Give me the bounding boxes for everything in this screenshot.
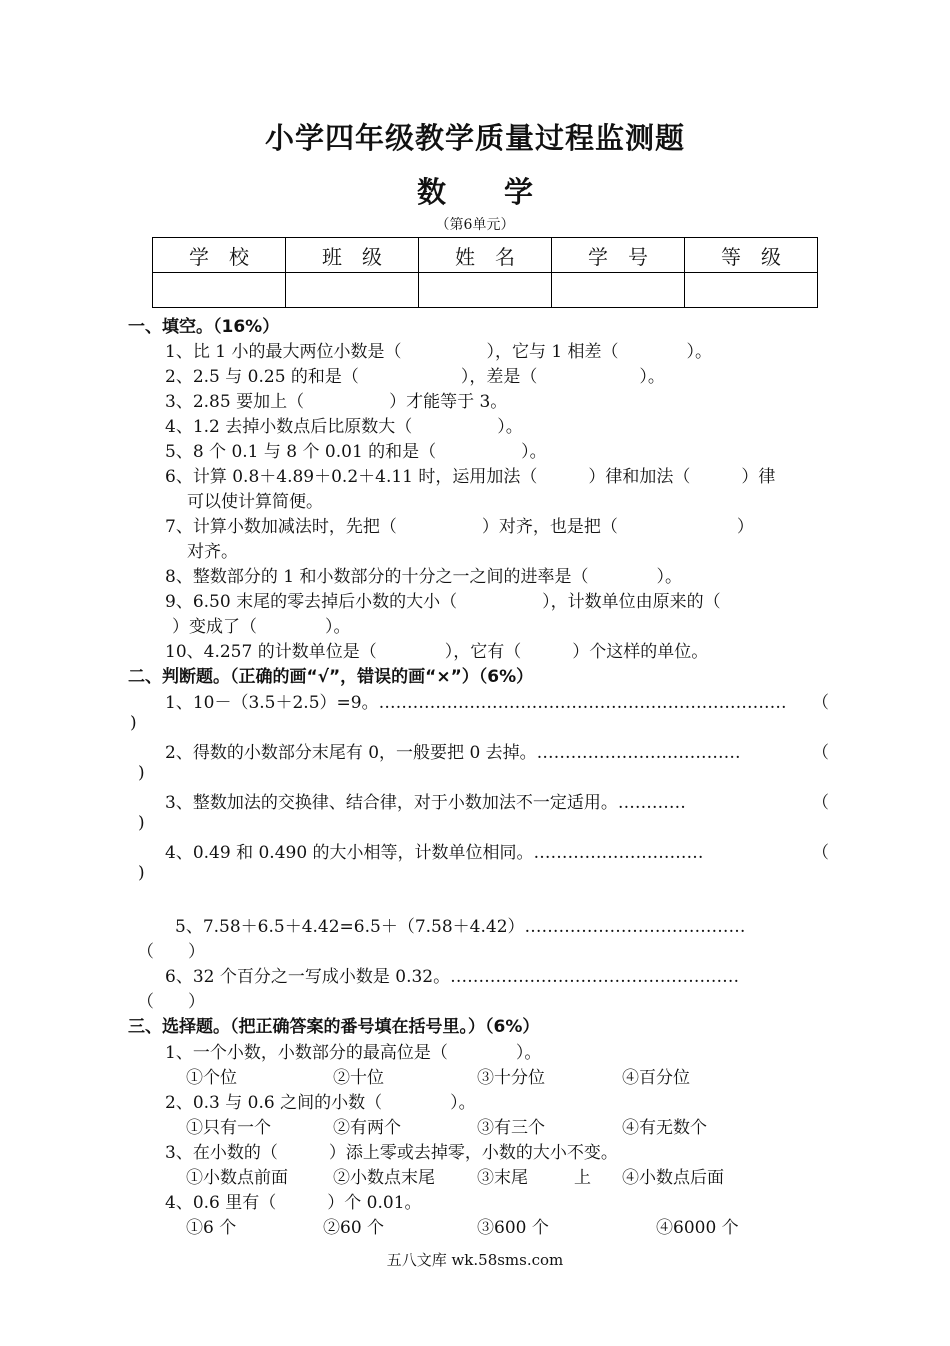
judge-question-4: 4、0.49 和 0.490 的大小相等，计数单位相同。………………………… — [165, 843, 704, 863]
judge-answer-close-1: ) — [130, 713, 137, 733]
judge-question-3: 3、整数加法的交换律、结合律，对于小数加法不一定适用。………… — [165, 793, 686, 813]
subject-title: 数 学 — [416, 175, 533, 209]
info-name-field[interactable] — [419, 273, 552, 308]
fill-question-9: 9、6.50 末尾的零去掉后小数的大小（ ），计数单位由原来的（ — [165, 592, 721, 612]
choice-1-option-d[interactable]: ④百分位 — [622, 1068, 690, 1088]
choice-2-option-d[interactable]: ④有无数个 — [622, 1118, 707, 1138]
choice-4-option-a[interactable]: ①6 个 — [186, 1218, 237, 1238]
judge-answer-open-2[interactable]: （ — [812, 743, 829, 763]
info-header-name: 姓 名 — [419, 238, 552, 273]
judge-question-5: 5、7.58＋6.5＋4.42=6.5＋（7.58＋4.42）………………………………… — [175, 917, 746, 937]
info-input-row — [153, 273, 818, 308]
unit-label: （第6单元） — [435, 217, 515, 233]
judge-answer-close-3: ) — [138, 813, 145, 833]
info-header-grade: 等 级 — [685, 238, 818, 273]
judge-question-2: 2、得数的小数部分末尾有 0，一般要把 0 去掉。……………………………… — [165, 743, 741, 763]
fill-question-5: 5、8 个 0.1 与 8 个 0.01 的和是（ ）。 — [165, 442, 547, 462]
choice-question-1: 1、一个小数，小数部分的最高位是（ ）。 — [165, 1043, 542, 1063]
choice-4-option-d[interactable]: ④6000 个 — [656, 1218, 739, 1238]
info-number-field[interactable] — [552, 273, 685, 308]
choice-2-option-c[interactable]: ③有三个 — [477, 1118, 545, 1138]
info-grade-field[interactable] — [685, 273, 818, 308]
fill-question-8: 8、整数部分的 1 和小数部分的十分之一之间的进率是（ ）。 — [165, 567, 682, 587]
fill-question-3: 3、2.85 要加上（ ）才能等于 3。 — [165, 392, 508, 412]
judge-answer-6[interactable]: （ ） — [137, 992, 205, 1012]
fill-question-6-cont: 可以使计算简便。 — [187, 492, 323, 512]
choice-question-2: 2、0.3 与 0.6 之间的小数（ ）。 — [165, 1093, 476, 1113]
fill-question-10: 10、4.257 的计数单位是（ ），它有（ ）个这样的单位。 — [165, 642, 709, 662]
choice-1-option-a[interactable]: ①个位 — [186, 1068, 237, 1088]
choice-1-option-c[interactable]: ③十分位 — [477, 1068, 545, 1088]
footer-watermark: 五八文库 wk.58sms.com — [386, 1251, 564, 1269]
choice-2-option-b[interactable]: ②有两个 — [333, 1118, 401, 1138]
info-header-school: 学 校 — [153, 238, 286, 273]
info-class-field[interactable] — [286, 273, 419, 308]
judge-answer-close-4: ) — [138, 863, 145, 883]
choice-2-option-a[interactable]: ①只有一个 — [186, 1118, 271, 1138]
section2-heading: 二、判断题。（正确的画“√”，错误的画“×”）（6%） — [128, 667, 534, 687]
choice-question-4: 4、0.6 里有（ ）个 0.01。 — [165, 1193, 422, 1213]
judge-answer-open-3[interactable]: （ — [812, 793, 829, 813]
exam-title: 小学四年级教学质量过程监测题 — [264, 121, 685, 155]
judge-answer-5[interactable]: （ ） — [137, 942, 205, 962]
section3-heading: 三、选择题。（把正确答案的番号填在括号里。）（6%） — [128, 1017, 540, 1037]
fill-question-7: 7、计算小数加减法时，先把（ ）对齐，也是把（ ） — [165, 517, 754, 537]
choice-1-option-b[interactable]: ②十位 — [333, 1068, 384, 1088]
info-header-row — [153, 238, 818, 273]
judge-answer-close-2: ) — [138, 763, 145, 783]
choice-3-option-c[interactable]: ③末尾 — [477, 1168, 528, 1188]
choice-3-option-a[interactable]: ①小数点前面 — [186, 1168, 288, 1188]
info-school-field[interactable] — [153, 273, 286, 308]
info-header-class: 班 级 — [286, 238, 419, 273]
fill-question-2: 2、2.5 与 0.25 的和是（ ），差是（ ）。 — [165, 367, 665, 387]
judge-answer-open-4[interactable]: （ — [812, 843, 829, 863]
fill-question-9-cont: ）变成了（ ）。 — [172, 617, 351, 637]
fill-question-6: 6、计算 0.8＋4.89＋0.2＋4.11 时，运用加法（ ）律和加法（ ）律 — [165, 467, 776, 487]
choice-question-3: 3、在小数的（ ）添上零或去掉零，小数的大小不变。 — [165, 1143, 618, 1163]
judge-question-1: 1、10－（3.5＋2.5）=9。……………………………………………………………… — [165, 693, 787, 713]
section1-heading: 一、填空。（16%） — [128, 317, 280, 337]
judge-answer-open-1[interactable]: （ — [812, 693, 829, 713]
choice-3-stray-text: 上 — [574, 1168, 591, 1188]
fill-question-7-cont: 对齐。 — [187, 542, 238, 562]
fill-question-1: 1、比 1 小的最大两位小数是（ ），它与 1 相差（ ）。 — [165, 342, 713, 362]
choice-3-option-d[interactable]: ④小数点后面 — [622, 1168, 724, 1188]
choice-4-option-b[interactable]: ②60 个 — [323, 1218, 385, 1238]
student-info-table — [152, 237, 818, 308]
judge-question-6: 6、32 个百分之一写成小数是 0.32。…………………………………………… — [165, 967, 740, 987]
fill-question-4: 4、1.2 去掉小数点后比原数大（ ）。 — [165, 417, 523, 437]
choice-3-option-b[interactable]: ②小数点末尾 — [333, 1168, 435, 1188]
choice-4-option-c[interactable]: ③600 个 — [477, 1218, 549, 1238]
info-header-number: 学 号 — [552, 238, 685, 273]
